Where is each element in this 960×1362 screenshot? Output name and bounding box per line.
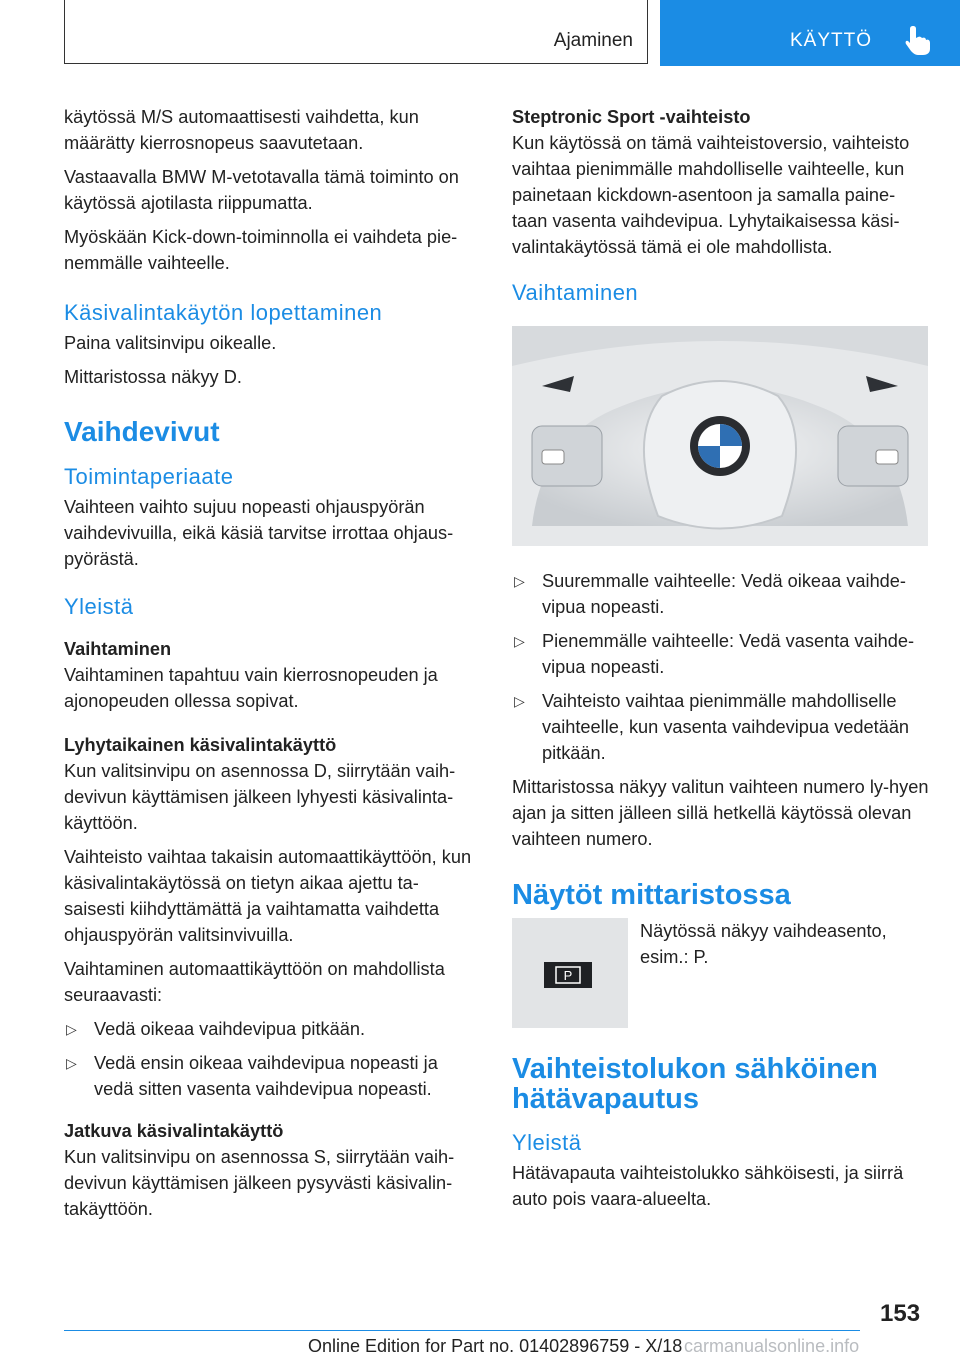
heading-shifting: Vaihtaminen [512,280,639,305]
header-section-tab [64,0,648,64]
subheading-continuous-manual: Jatkuva käsivalintakäyttö [64,1121,284,1141]
triangle-bullet-icon: ▷ [66,1055,77,1071]
gear-display-row [512,918,930,1028]
triangle-bullet-icon: ▷ [514,693,525,709]
paragraph: Paina valitsinvipu oikealle. [64,333,277,353]
paragraph: Hätävapauta vaihteistolukko sähköisesti, ja siirrä auto pois vaara-alueelta. [512,1163,904,1209]
paragraph: Myöskään Kick-down-toiminnolla ei vaihdeta pie-nemmälle vaihteelle. [64,227,458,273]
right-column [512,104,930,1220]
paragraph: käytössä M/S automaattisesti vaihdetta, kun määrätty kierrosnopeus saavutetaan. [64,107,419,153]
paragraph: Kun valitsinvipu on asennossa S, siirrytään vaih-devivun käyttämisen jälkeen pysyvästi käsivalin-takäyttöön. [64,1147,455,1219]
paragraph: Mittaristossa näkyy valitun vaihteen numero ly-hyen ajan ja sitten jälleen sillä hetkellä käytössä olevan vaihteen numero. [512,777,929,849]
paragraph: Vaihteisto vaihtaa takaisin automaattikäyttöön, kun käsivalintakäytössä on tietyn aikaa ajettu ta-saisesti kiihdyttämättä ja vaihtamatta vaihdetta ohjauspyörän valitsinvivuilla. [64,847,472,945]
list-item: ▷ Suuremmalle vaihteelle: Vedä oikeaa vaihde-vipua nopeasti. [512,568,930,620]
triangle-bullet-icon: ▷ [66,1021,77,1037]
header-chapter-tab [660,0,960,66]
list-item: ▷ Vaihteisto vaihtaa pienimmälle mahdolliselle vaihteelle, kun vasenta vaihdevipua vedetään pitkään. [512,688,930,766]
heading-ending-manual-mode: Käsivalintakäytön lopettaminen [64,300,383,325]
page-number: 153 [880,1300,921,1327]
subheading-short-manual: Lyhytaikainen käsivalintakäyttö [64,735,337,755]
heading-general: Yleistä [512,1130,582,1155]
heading-principle: Toimintaperiaate [64,464,234,489]
left-column [64,104,474,1230]
gear-letter: P [563,968,573,983]
watermark: carmanualsonline.info [684,1336,860,1356]
heading-emergency-release: Vaihteistolukon sähköinen hätävapautus [512,1053,878,1115]
heading-general: Yleistä [64,594,134,619]
paragraph: Vastaavalla BMW M-vetotavalla tämä toiminto on käytössä ajotilasta riippumatta. [64,167,459,213]
triangle-bullet-icon: ▷ [514,573,525,589]
footer-edition: Online Edition for Part no. 01402896759 - X/18 [308,1336,683,1356]
list-item: ▷ Vedä oikeaa vaihdevipua pitkään. [64,1016,474,1042]
header-section-title: Ajaminen [553,30,633,51]
hand-pointer-icon [904,24,934,56]
paragraph: Vaihtaminen tapahtuu vain kierrosnopeuden ja ajonopeuden ollessa sopivat. [64,665,438,711]
triangle-bullet-icon: ▷ [514,633,525,649]
paragraph: Näytössä näkyy vaihdeasento, esim.: P. [640,921,887,967]
list-item: ▷ Vedä ensin oikeaa vaihdevipua nopeasti ja vedä sitten vasenta vaihdevipua nopeasti. [64,1050,474,1102]
steering-wheel-illustration [512,326,928,546]
footer-divider [64,1330,860,1331]
list-item: ▷ Pienemmälle vaihteelle: Vedä vasenta vaihde-vipua nopeasti. [512,628,930,680]
header-chapter-title: KÄYTTÖ [790,30,873,51]
paragraph: Kun valitsinvipu on asennossa D, siirrytään vaih-devivun käyttämisen jälkeen lyhyesti käsivalinta-käyttöön. [64,761,456,833]
gear-indicator-icon [512,918,628,1028]
heading-display: Näytöt mittaristossa [512,879,791,911]
subheading-shifting: Vaihtaminen [64,639,172,659]
paragraph: Vaihteen vaihto sujuu nopeasti ohjauspyörän vaihdevivuilla, eikä käsiä tarvitse irrottaa ohjaus-pyörästä. [64,497,454,569]
gear-display-illustration [512,918,628,1028]
paragraph: Vaihtaminen automaattikäyttöön on mahdollista seuraavasti: [64,959,445,1005]
subheading-steptronic-sport: Steptronic Sport -vaihteisto [512,107,751,127]
steering-wheel-icon [512,326,928,546]
paragraph: Kun käytössä on tämä vaihteistoversio, vaihteisto vaihtaa pienimmälle mahdolliselle vaihteelle, kun painetaan kickdown-asentoon ja samalla paine-taan vasenta vaihdevipua. Lyhytaikaisessa käsi-valintakäytössä tämä ei ole mahdollista. [512,133,910,257]
paragraph: Mittaristossa näkyy D. [64,367,242,387]
heading-paddles: Vaihdevivut [64,416,220,447]
